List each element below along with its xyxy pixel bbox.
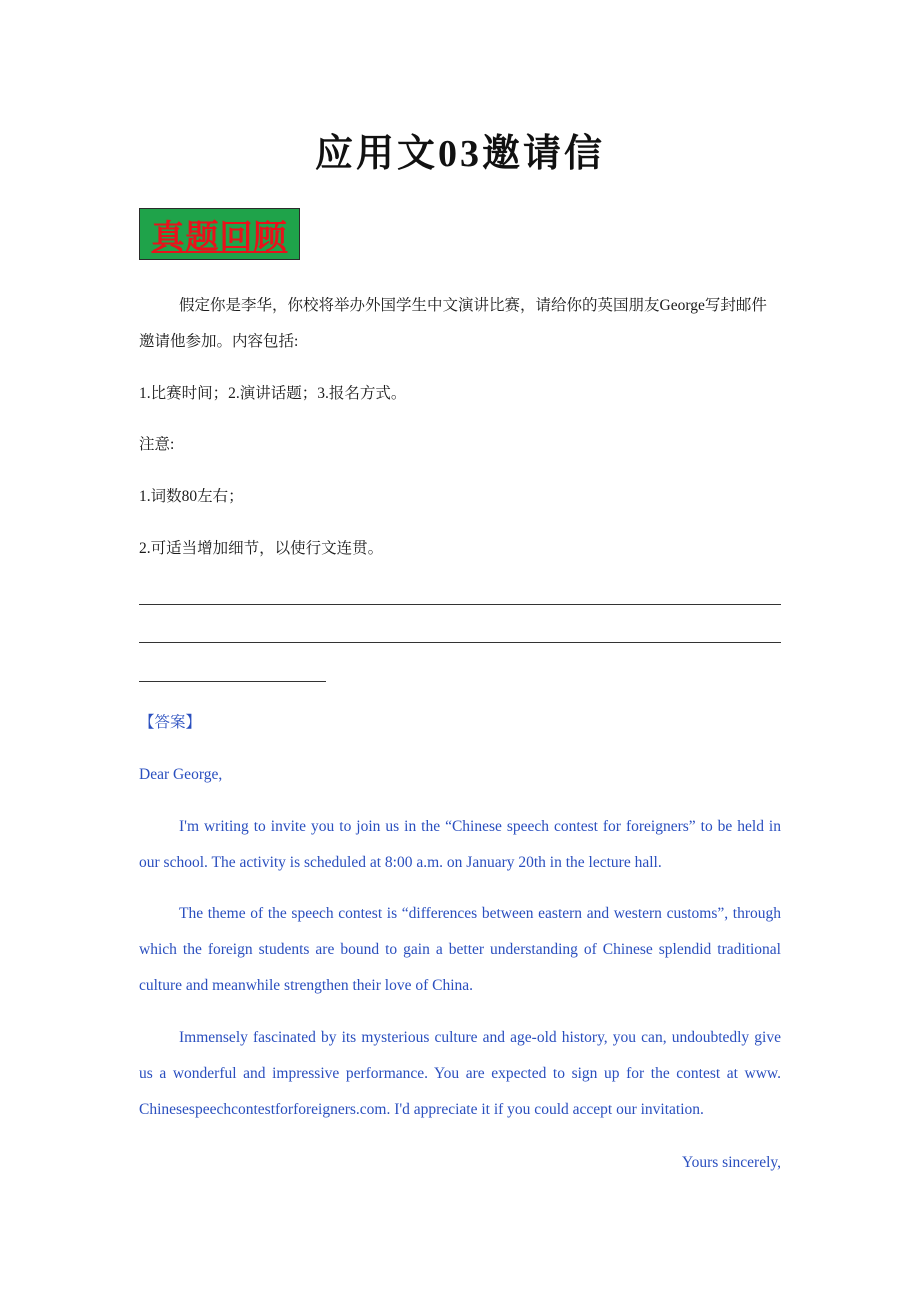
- prompt-note-1: 1.词数80左右；: [139, 488, 244, 505]
- answer-line-3: [139, 681, 326, 682]
- letter-paragraph-3: Immensely fascinated by its mysterious culture and age-old history, you can, undoubtedly give us a wonderful and impressive performance. You are expected to sign up for the contest at www. Chinesespeechcontestforforeigners.com. I'd appreciate it if you could accept our invitation.: [139, 1029, 781, 1118]
- section-badge-label: 真题回顾: [151, 219, 288, 256]
- prompt-note-2: 2.可适当增加细节，以使行文连贯。: [139, 540, 384, 557]
- letter-paragraph-2: The theme of the speech contest is “differences between eastern and western customs”, through which the foreign students are bound to gain a better understanding of Chinese splendid traditional culture and meanwhile strengthen their love of China.: [139, 905, 781, 994]
- letter-salutation: Dear George,: [139, 766, 223, 783]
- prompt-note-label: 注意:: [139, 436, 175, 453]
- section-badge: [139, 208, 300, 260]
- letter-closing: Yours sincerely,: [681, 1154, 781, 1171]
- prompt-contents: 1.比赛时间；2.演讲话题；3.报名方式。: [139, 385, 407, 402]
- letter-paragraph-1: I'm writing to invite you to join us in the “Chinese speech contest for foreigners” to be held in our school. The activity is scheduled at 8:00 a.m. on January 20th in the lecture hall.: [139, 818, 781, 871]
- prompt-intro: 假定你是李华，你校将举办外国学生中文演讲比赛，请给你的英国朋友George写封邮件邀请他参加。内容包括:: [139, 297, 767, 350]
- answer-line-1: [139, 604, 781, 605]
- answer-label: 【答案】: [139, 714, 202, 731]
- page-title: 应用文03邀请信: [314, 133, 605, 175]
- answer-line-2: [139, 642, 781, 643]
